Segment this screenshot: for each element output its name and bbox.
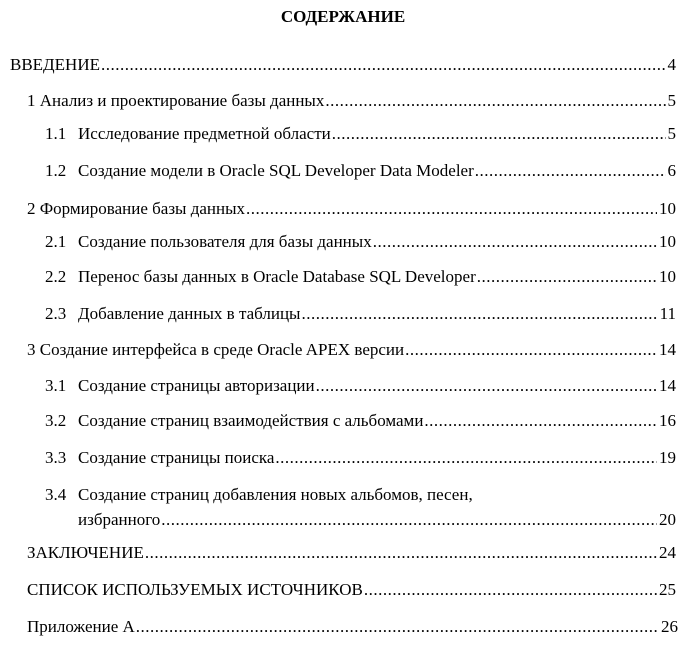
toc-entry-chapter-1[interactable] bbox=[27, 90, 676, 112]
toc-entry-text: Создание страницы поиска bbox=[78, 448, 275, 467]
toc-entry-number: 2.2 bbox=[45, 267, 67, 286]
toc-page-number: 6 bbox=[667, 161, 676, 180]
toc-entry-introduction[interactable] bbox=[10, 54, 676, 76]
dot-leader bbox=[475, 160, 666, 182]
toc-entry-2-2[interactable] bbox=[45, 266, 676, 288]
toc-entry-3-2[interactable] bbox=[45, 410, 676, 432]
toc-entry-text: Приложение А bbox=[27, 617, 135, 636]
toc-entry-chapter-2[interactable] bbox=[27, 198, 676, 220]
toc-entry-number: 1.1 bbox=[45, 124, 67, 143]
dot-leader bbox=[246, 198, 657, 220]
toc-entry-3-4[interactable] bbox=[45, 484, 676, 506]
toc-entry-3-1[interactable] bbox=[45, 375, 676, 397]
toc-page-number: 5 bbox=[667, 91, 676, 110]
toc-entry-number: 1.2 bbox=[45, 161, 67, 180]
toc-page-number: 14 bbox=[659, 340, 676, 359]
toc-entry-text: 1 Анализ и проектирование базы данных bbox=[27, 91, 325, 110]
toc-entry-number: 2.1 bbox=[45, 232, 67, 251]
toc-entry-2-3[interactable] bbox=[45, 303, 676, 325]
toc-entry-text: Создание модели в Oracle SQL Developer Data Modeler bbox=[78, 161, 474, 180]
dot-leader bbox=[364, 579, 657, 601]
toc-entry-number: 3.3 bbox=[45, 448, 67, 467]
dot-leader bbox=[136, 616, 659, 638]
dot-leader bbox=[301, 303, 657, 325]
dot-leader bbox=[101, 54, 666, 76]
toc-entry-references[interactable] bbox=[27, 579, 676, 601]
toc-entry-text: Добавление данных в таблицы bbox=[78, 304, 301, 323]
dot-leader bbox=[424, 410, 657, 432]
toc-entry-text: 3 Создание интерфейса в среде Oracle APEX версии bbox=[27, 340, 405, 359]
toc-entry-text: 2 Формирование базы данных bbox=[27, 199, 246, 218]
toc-entry-1-1[interactable] bbox=[45, 123, 676, 145]
toc-entry-text: избранного bbox=[78, 510, 161, 529]
dot-leader bbox=[477, 266, 657, 288]
dot-leader bbox=[145, 542, 657, 564]
toc-entry-3-3[interactable] bbox=[45, 447, 676, 469]
toc-entry-2-1[interactable] bbox=[45, 231, 676, 253]
dot-leader bbox=[405, 339, 657, 361]
dot-leader bbox=[316, 375, 657, 397]
toc-page-number: 19 bbox=[659, 448, 676, 467]
toc-page-number: 14 bbox=[659, 376, 676, 395]
toc-entry-appendix-a[interactable] bbox=[27, 616, 678, 638]
toc-entry-number: 3.4 bbox=[45, 485, 67, 504]
toc-page-number: 10 bbox=[659, 199, 676, 218]
toc-entry-text: СПИСОК ИСПОЛЬЗУЕМЫХ ИСТОЧНИКОВ bbox=[27, 580, 363, 599]
toc-entry-conclusion[interactable] bbox=[27, 542, 676, 564]
toc-entry-text: ЗАКЛЮЧЕНИЕ bbox=[27, 543, 144, 562]
toc-page-number: 24 bbox=[659, 543, 676, 562]
toc-entry-text: Перенос базы данных в Oracle Database SQL Developer bbox=[78, 267, 476, 286]
toc-entry-number: 3.1 bbox=[45, 376, 67, 395]
dot-leader bbox=[373, 231, 657, 253]
toc-entry-text: ВВЕДЕНИЕ bbox=[10, 55, 100, 74]
toc-page-number: 20 bbox=[659, 510, 676, 529]
toc-title: СОДЕРЖАНИЕ bbox=[280, 7, 406, 26]
toc-page-number: 25 bbox=[659, 580, 676, 599]
toc-entry-number: 2.3 bbox=[45, 304, 67, 323]
toc-entry-text: Создание пользователя для базы данных bbox=[78, 232, 372, 251]
dot-leader bbox=[275, 447, 657, 469]
toc-page-number: 10 bbox=[659, 267, 676, 286]
toc-page-number: 16 bbox=[659, 411, 676, 430]
toc-page-number: 5 bbox=[667, 124, 676, 143]
toc-entry-3-4-continued[interactable] bbox=[78, 509, 676, 531]
toc-entry-text: Создание страниц взаимодействия с альбомами bbox=[78, 411, 424, 430]
toc-entry-chapter-3[interactable] bbox=[27, 339, 676, 361]
dot-leader bbox=[161, 509, 657, 531]
toc-entry-text: Создание страницы авторизации bbox=[78, 376, 315, 395]
toc-page-number: 4 bbox=[667, 55, 676, 74]
dot-leader bbox=[332, 123, 666, 145]
toc-page-number: 26 bbox=[661, 617, 678, 636]
toc-page-number: 10 bbox=[659, 232, 676, 251]
toc-entry-text: Создание страниц добавления новых альбомов, песен, bbox=[78, 485, 473, 504]
toc-page-number: 11 bbox=[659, 304, 676, 323]
dot-leader bbox=[325, 90, 665, 112]
toc-entry-text: Исследование предметной области bbox=[78, 124, 331, 143]
toc-entry-number: 3.2 bbox=[45, 411, 67, 430]
toc-entry-1-2[interactable] bbox=[45, 160, 676, 182]
